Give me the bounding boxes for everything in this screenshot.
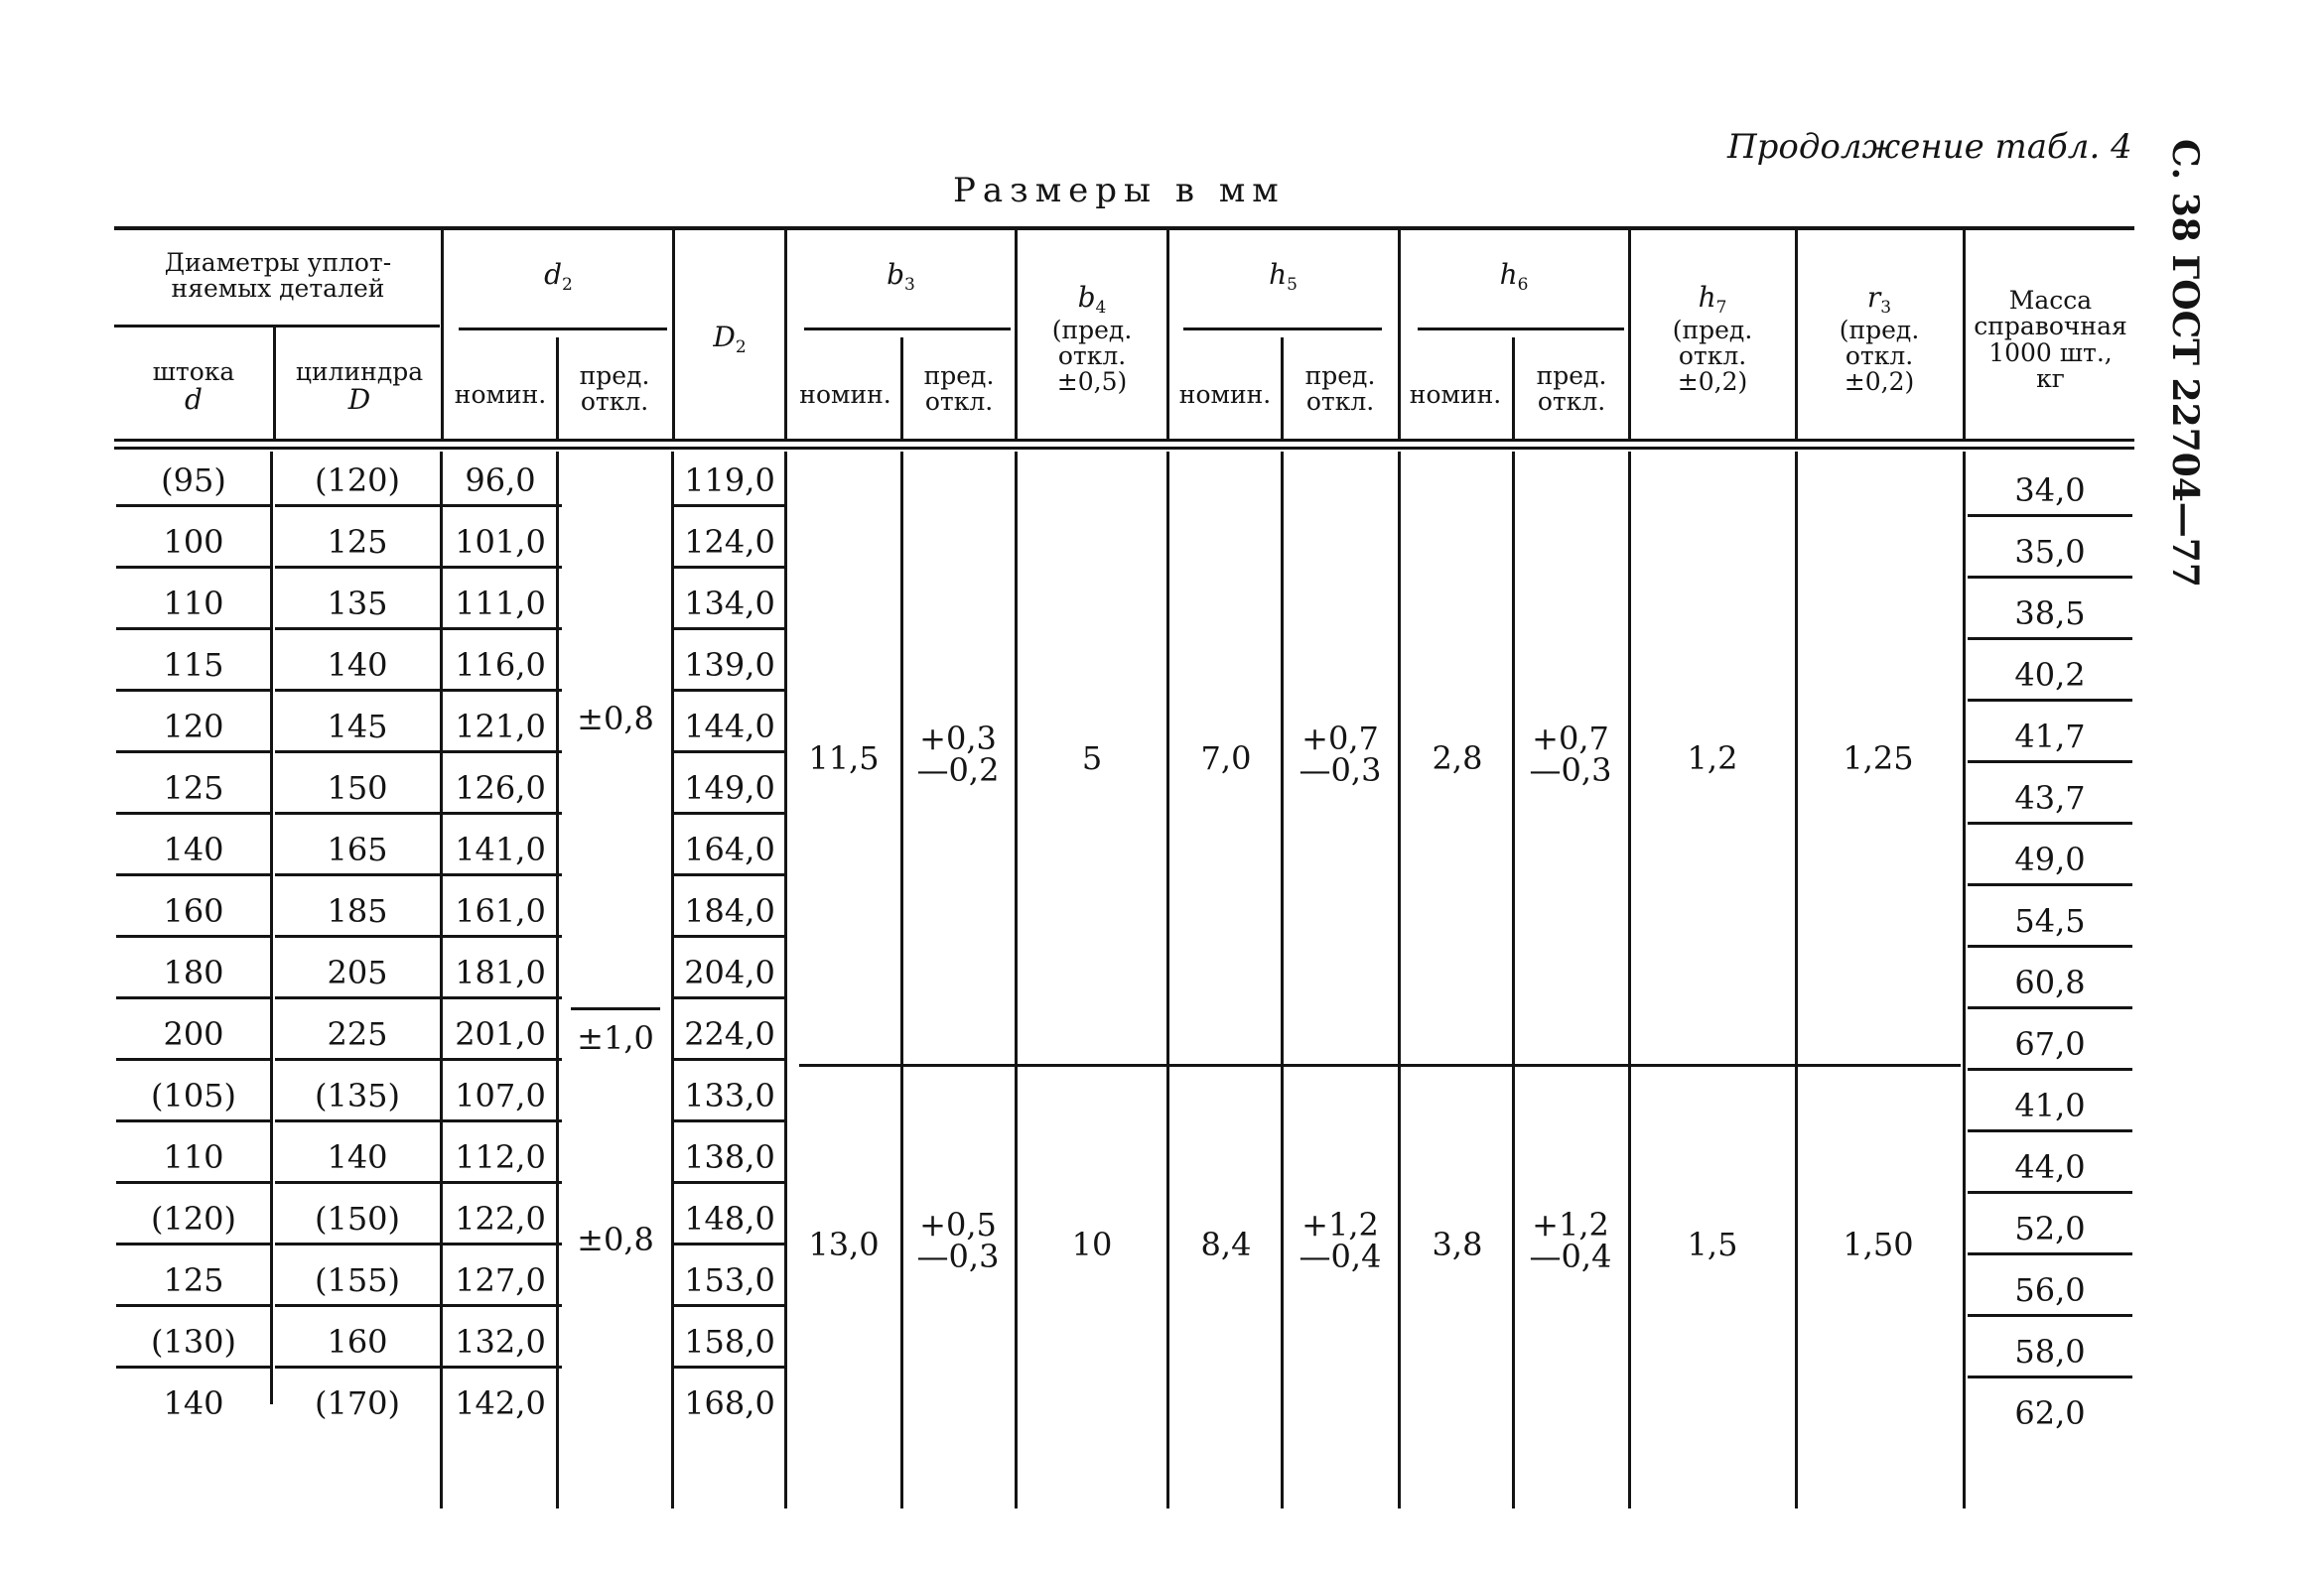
h5-tol-header: пред. откл. [1304, 361, 1376, 417]
col-sep [1281, 452, 1284, 1508]
b3-tol-header: пред. откл. [923, 361, 995, 417]
b3-group2: 13,0 [808, 1226, 880, 1263]
col-sep [900, 452, 903, 1508]
mass-header: Масса справочная 1000 шт., кг [1974, 286, 2127, 393]
D2-value: 133,0 [680, 1077, 779, 1114]
rod-diameter: (130) [124, 1323, 263, 1361]
col-sep [273, 328, 276, 440]
b3-tol-group1: +0,3 —0,2 [916, 720, 1000, 789]
b4-group2: 10 [1071, 1226, 1113, 1263]
mass-value: 44,0 [1976, 1148, 2124, 1186]
D2-value: 124,0 [680, 523, 779, 561]
col-sep [1795, 230, 1798, 441]
h5-nomin-header: номин. [1178, 380, 1272, 409]
cylinder-diameter: 150 [283, 769, 432, 807]
d2-header: $d_2$ [544, 258, 573, 295]
d2-tol-group-b: ±1,0 [577, 1019, 654, 1057]
b4-header: $b_4$ (пред. откл. ±0,5) [1051, 281, 1133, 397]
D2-value: 153,0 [680, 1261, 779, 1299]
d2-tol-header: пред. откл. [579, 361, 650, 417]
mass-value: 62,0 [2014, 1394, 2086, 1432]
d2-nominal: 161,0 [447, 892, 554, 930]
mass-value: 60,8 [1976, 964, 2124, 1001]
mass-value: 67,0 [1976, 1025, 2124, 1063]
d2-nominal: 201,0 [447, 1015, 554, 1053]
continuation-caption: Продолжение табл. 4 [1727, 127, 2132, 167]
d2-nominal: 101,0 [447, 523, 554, 561]
rod-diameter: 200 [124, 1015, 263, 1053]
D2-value: 138,0 [680, 1138, 779, 1176]
d2-nominal: 111,0 [447, 585, 554, 622]
diam-group-header: Диаметры уплот- няемых деталей [164, 248, 392, 304]
D2-value: 149,0 [680, 769, 779, 807]
rod-diameter: 125 [124, 1261, 263, 1299]
mass-value: 41,7 [1976, 718, 2124, 755]
mass-value: 49,0 [1976, 841, 2124, 878]
mass-value: 52,0 [1976, 1210, 2124, 1247]
rod-diameter: 180 [124, 954, 263, 991]
rod-header: штока d [152, 357, 235, 417]
mass-value: 35,0 [1976, 533, 2124, 571]
D2-value: 139,0 [680, 646, 779, 684]
mass-value: 58,0 [1976, 1333, 2124, 1371]
col-sep [1628, 452, 1631, 1508]
group-separator [799, 1064, 1961, 1067]
h7-group2: 1,5 [1687, 1226, 1738, 1263]
h6-tol-group2: +1,2 —0,4 [1529, 1206, 1612, 1275]
col-sep [1963, 452, 1966, 1508]
col-sep [556, 452, 559, 1508]
h6-group-rule [1418, 328, 1624, 330]
col-sep [1795, 452, 1798, 1508]
cylinder-diameter: (150) [283, 1200, 432, 1238]
h5-group2: 8,4 [1200, 1226, 1252, 1263]
mass-value: 40,2 [1976, 656, 2124, 694]
table-top-rule [114, 226, 2134, 230]
d2-group-rule [459, 328, 667, 330]
d2-nominal: 127,0 [447, 1261, 554, 1299]
cylinder-diameter: 125 [283, 523, 432, 561]
h6-group2: 3,8 [1432, 1226, 1483, 1263]
h5-tol-group1: +0,7 —0,3 [1299, 720, 1382, 789]
col-sep [1512, 452, 1515, 1508]
b4-group1: 5 [1081, 739, 1103, 777]
rod-diameter: (95) [124, 461, 263, 499]
b3-header: $b_3$ [887, 258, 915, 295]
rod-diameter: (105) [124, 1077, 263, 1114]
d2-nominal: 181,0 [447, 954, 554, 991]
col-sep [1398, 452, 1401, 1508]
header-rule-1 [114, 439, 2134, 442]
header-rule-2 [114, 447, 2134, 450]
D2-value: 204,0 [680, 954, 779, 991]
mass-value: 43,7 [1976, 779, 2124, 817]
col-sep [270, 452, 273, 1404]
D2-value: 148,0 [680, 1200, 779, 1238]
D2-header: $D_2$ [713, 321, 747, 357]
h6-tol-header: пред. откл. [1536, 361, 1607, 417]
rod-diameter: 110 [124, 1138, 263, 1176]
D2-value: 164,0 [680, 831, 779, 868]
cylinder-diameter: 145 [283, 708, 432, 745]
cylinder-diameter: (135) [283, 1077, 432, 1114]
cylinder-diameter: 225 [283, 1015, 432, 1053]
h6-nomin-header: номин. [1409, 380, 1502, 409]
cylinder-diameter: (155) [283, 1261, 432, 1299]
d2-nominal: 132,0 [447, 1323, 554, 1361]
d2-nominal: 107,0 [447, 1077, 554, 1114]
col-sep [1628, 230, 1631, 441]
cylinder-diameter: 140 [283, 646, 432, 684]
h6-group1: 2,8 [1432, 739, 1483, 777]
mass-value: 34,0 [1976, 471, 2124, 509]
col-sep [784, 452, 787, 1508]
d2-tol-group-c: ±0,8 [577, 1221, 654, 1258]
d2-nominal: 121,0 [447, 708, 554, 745]
h7-header: $h_7$ (пред. откл. ±0,2) [1672, 281, 1753, 397]
D2-value: 184,0 [680, 892, 779, 930]
rod-diameter: 110 [124, 585, 263, 622]
rod-diameter: (120) [124, 1200, 263, 1238]
cylinder-diameter: 205 [283, 954, 432, 991]
d2-nominal: 141,0 [447, 831, 554, 868]
b3-group1: 11,5 [808, 739, 880, 777]
mass-value: 54,5 [1976, 902, 2124, 940]
d2-tol-group-a: ±0,8 [577, 700, 654, 737]
d2-nominal: 96,0 [447, 461, 554, 499]
h5-header: $h_5$ [1269, 258, 1298, 295]
D2-value: 144,0 [680, 708, 779, 745]
d2-nomin-header: номин. [454, 380, 547, 409]
mass-value: 41,0 [1976, 1087, 2124, 1124]
cylinder-diameter: (170) [314, 1384, 401, 1422]
col-sep [1015, 452, 1018, 1508]
b3-tol-group2: +0,5 —0,3 [916, 1206, 1000, 1275]
mass-value: 38,5 [1976, 594, 2124, 632]
D2-value: 158,0 [680, 1323, 779, 1361]
rod-diameter: 160 [124, 892, 263, 930]
standard-page-code: С. 38 ГОСТ 22704—77 [2164, 139, 2206, 588]
h6-header: $h_6$ [1499, 258, 1529, 295]
r3-group2: 1,50 [1843, 1226, 1914, 1263]
rod-diameter: 140 [124, 831, 263, 868]
D2-value: 168,0 [684, 1384, 775, 1422]
r3-header: $r_3$ (пред. откл. ±0,2) [1839, 281, 1920, 397]
D2-value: 134,0 [680, 585, 779, 622]
rod-diameter: 115 [124, 646, 263, 684]
rod-diameter: 140 [163, 1384, 224, 1422]
col-sep [1015, 230, 1018, 441]
col-sep [440, 452, 443, 1508]
h5-group-rule [1183, 328, 1382, 330]
rod-diameter: 125 [124, 769, 263, 807]
h5-group1: 7,0 [1200, 739, 1252, 777]
col-sep [671, 452, 674, 1508]
diam-group-rule [114, 325, 440, 328]
cylinder-diameter: 140 [283, 1138, 432, 1176]
d2-nominal: 112,0 [447, 1138, 554, 1176]
b3-nomin-header: номин. [799, 380, 891, 409]
h5-tol-group2: +1,2 —0,4 [1299, 1206, 1382, 1275]
D2-value: 119,0 [680, 461, 779, 499]
cylinder-diameter: (120) [283, 461, 432, 499]
b3-group-rule [804, 328, 1011, 330]
d2-tol-separator [571, 1007, 660, 1010]
col-sep [1166, 230, 1169, 441]
cylinder-diameter: 135 [283, 585, 432, 622]
units-caption: Размеры в мм [953, 171, 1286, 210]
h6-tol-group1: +0,7 —0,3 [1529, 720, 1612, 789]
rod-diameter: 100 [124, 523, 263, 561]
r3-group1: 1,25 [1843, 739, 1914, 777]
cylinder-diameter: 185 [283, 892, 432, 930]
rod-diameter: 120 [124, 708, 263, 745]
d2-nominal: 126,0 [447, 769, 554, 807]
col-sep [1398, 230, 1401, 441]
cylinder-header: цилиндра D [295, 357, 424, 417]
d2-nominal: 142,0 [455, 1384, 546, 1422]
D2-value: 224,0 [680, 1015, 779, 1053]
col-sep [1166, 452, 1169, 1508]
h7-group1: 1,2 [1687, 739, 1738, 777]
cylinder-diameter: 165 [283, 831, 432, 868]
col-sep [441, 230, 444, 441]
cylinder-diameter: 160 [283, 1323, 432, 1361]
d2-nominal: 116,0 [447, 646, 554, 684]
mass-value: 56,0 [1976, 1271, 2124, 1309]
d2-nominal: 122,0 [447, 1200, 554, 1238]
col-sep [784, 230, 787, 441]
